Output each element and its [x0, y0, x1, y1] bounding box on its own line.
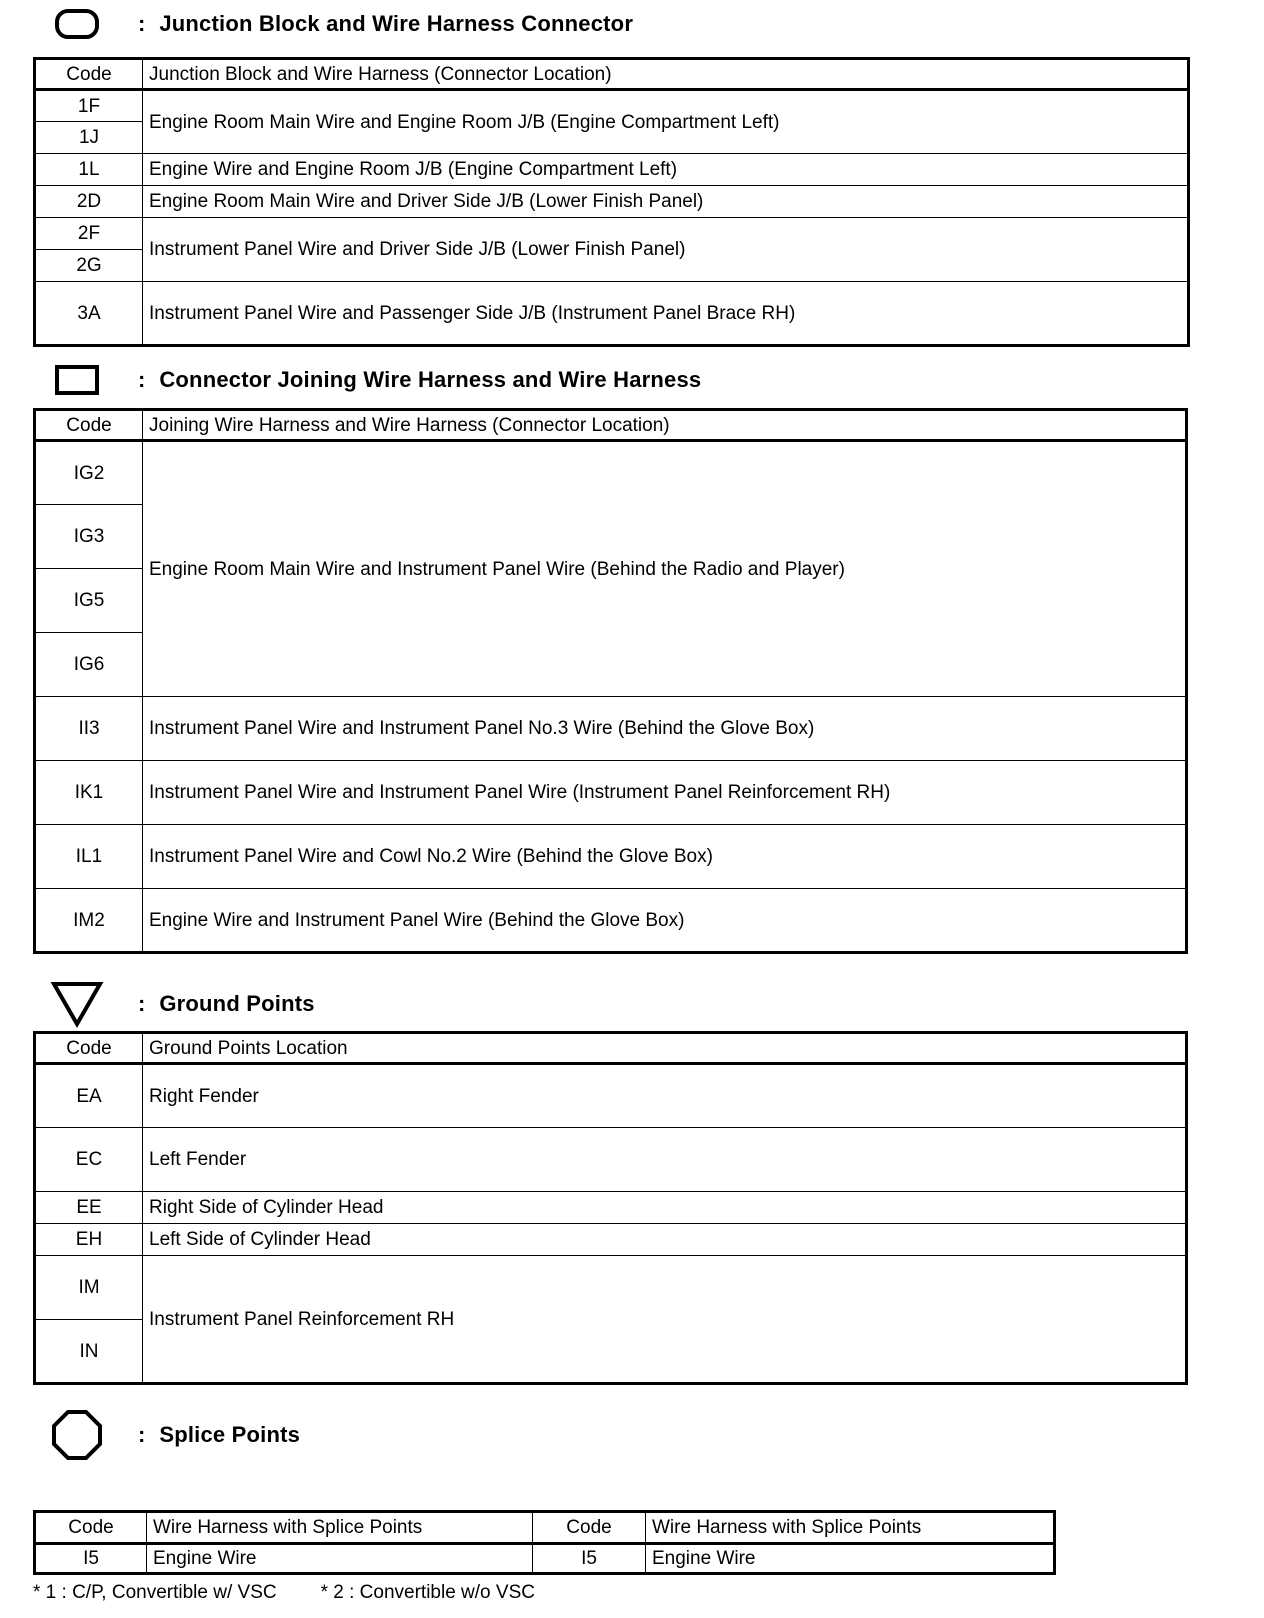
code-cell: EE: [35, 1192, 143, 1224]
header-code: Code: [533, 1512, 646, 1544]
section-header-junction-block: [40, 0, 633, 48]
code-cell: IM2: [35, 889, 143, 953]
location-cell: Engine Room Main Wire and Engine Room J/B (Engine Compartment Left): [143, 90, 1189, 154]
table-row: [35, 1064, 1187, 1128]
location-cell: Instrument Panel Wire and Passenger Side J/B (Instrument Panel Brace RH): [143, 282, 1189, 346]
junction-block-table: [33, 57, 1190, 347]
code-cell: 2D: [35, 186, 143, 218]
code-cell: EA: [35, 1064, 143, 1128]
section-colon: :: [138, 991, 146, 1016]
location-cell: Left Fender: [143, 1128, 1187, 1192]
code-cell: IG2: [35, 441, 143, 505]
code-cell: IN: [35, 1320, 143, 1384]
location-cell: Instrument Panel Wire and Cowl No.2 Wire (Behind the Glove Box): [143, 825, 1187, 889]
header-wire-harness: Wire Harness with Splice Points: [147, 1512, 533, 1544]
octagon-icon: [40, 1411, 114, 1459]
rounded-rectangle-icon: [40, 0, 114, 48]
code-cell: 2F: [35, 218, 143, 250]
table-row: [35, 154, 1189, 186]
section-title: Junction Block and Wire Harness Connector: [159, 11, 634, 36]
table-row: [35, 441, 1187, 505]
header-location: Junction Block and Wire Harness (Connector Location): [143, 59, 1189, 90]
wire-harness-cell: Engine Wire: [147, 1544, 533, 1574]
connector-joining-table: [33, 408, 1188, 954]
header-location: Joining Wire Harness and Wire Harness (Connector Location): [143, 410, 1187, 441]
code-cell: IG5: [35, 569, 143, 633]
section-colon: :: [138, 11, 146, 36]
code-cell: I5: [35, 1544, 147, 1574]
code-cell: IG6: [35, 633, 143, 697]
section-header-connector-joining: [40, 356, 701, 404]
location-cell: Engine Room Main Wire and Driver Side J/B (Lower Finish Panel): [143, 186, 1189, 218]
code-cell: 1L: [35, 154, 143, 186]
table-row: [35, 1544, 1055, 1574]
code-cell: EH: [35, 1224, 143, 1256]
location-cell: Instrument Panel Reinforcement RH: [143, 1256, 1187, 1384]
code-cell: 1F: [35, 90, 143, 122]
wire-harness-cell: Engine Wire: [646, 1544, 1055, 1574]
section-colon: :: [138, 1422, 146, 1447]
footnote-2: * 2 : Convertible w/o VSC: [320, 1582, 535, 1603]
section-header-ground-points: [40, 980, 315, 1028]
header-code: Code: [35, 1512, 147, 1544]
code-cell: I5: [533, 1544, 646, 1574]
location-cell: Instrument Panel Wire and Instrument Panel No.3 Wire (Behind the Glove Box): [143, 697, 1187, 761]
footnotes: [33, 1582, 579, 1604]
table-header-row: [35, 1033, 1187, 1064]
header-wire-harness: Wire Harness with Splice Points: [646, 1512, 1055, 1544]
location-cell: Engine Wire and Instrument Panel Wire (Behind the Glove Box): [143, 889, 1187, 953]
code-cell: IL1: [35, 825, 143, 889]
location-cell: Left Side of Cylinder Head: [143, 1224, 1187, 1256]
table-row: [35, 761, 1187, 825]
table-row: [35, 186, 1189, 218]
table-row: [35, 889, 1187, 953]
table-header-row: [35, 1512, 1055, 1544]
location-cell: Right Side of Cylinder Head: [143, 1192, 1187, 1224]
table-row: [35, 1224, 1187, 1256]
location-cell: Instrument Panel Wire and Instrument Panel Wire (Instrument Panel Reinforcement RH): [143, 761, 1187, 825]
table-row: [35, 1128, 1187, 1192]
rectangle-icon: [40, 356, 114, 404]
code-cell: 3A: [35, 282, 143, 346]
header-code: Code: [35, 410, 143, 441]
location-cell: Engine Wire and Engine Room J/B (Engine Compartment Left): [143, 154, 1189, 186]
location-cell: Instrument Panel Wire and Driver Side J/B (Lower Finish Panel): [143, 218, 1189, 282]
inverted-triangle-icon: [40, 980, 114, 1028]
location-cell: Right Fender: [143, 1064, 1187, 1128]
table-row: [35, 282, 1189, 346]
table-row: [35, 218, 1189, 250]
table-row: [35, 90, 1189, 122]
code-cell: IG3: [35, 505, 143, 569]
code-cell: IK1: [35, 761, 143, 825]
code-cell: IM: [35, 1256, 143, 1320]
table-row: [35, 697, 1187, 761]
section-header-splice-points: [40, 1411, 300, 1459]
header-location: Ground Points Location: [143, 1033, 1187, 1064]
table-row: [35, 825, 1187, 889]
header-code: Code: [35, 1033, 143, 1064]
code-cell: EC: [35, 1128, 143, 1192]
location-cell: Engine Room Main Wire and Instrument Panel Wire (Behind the Radio and Player): [143, 441, 1187, 697]
footnote-1: * 1 : C/P, Convertible w/ VSC: [33, 1582, 277, 1603]
ground-points-table: [33, 1031, 1188, 1385]
code-cell: 2G: [35, 250, 143, 282]
code-cell: 1J: [35, 122, 143, 154]
table-header-row: [35, 410, 1187, 441]
section-colon: :: [138, 367, 146, 392]
section-title: Connector Joining Wire Harness and Wire Harness: [159, 367, 702, 392]
table-row: [35, 1192, 1187, 1224]
code-cell: II3: [35, 697, 143, 761]
section-title: Splice Points: [159, 1422, 301, 1447]
table-header-row: [35, 59, 1189, 90]
splice-points-table: [33, 1510, 1056, 1575]
section-title: Ground Points: [159, 991, 315, 1016]
header-code: Code: [35, 59, 143, 90]
table-row: [35, 1256, 1187, 1320]
